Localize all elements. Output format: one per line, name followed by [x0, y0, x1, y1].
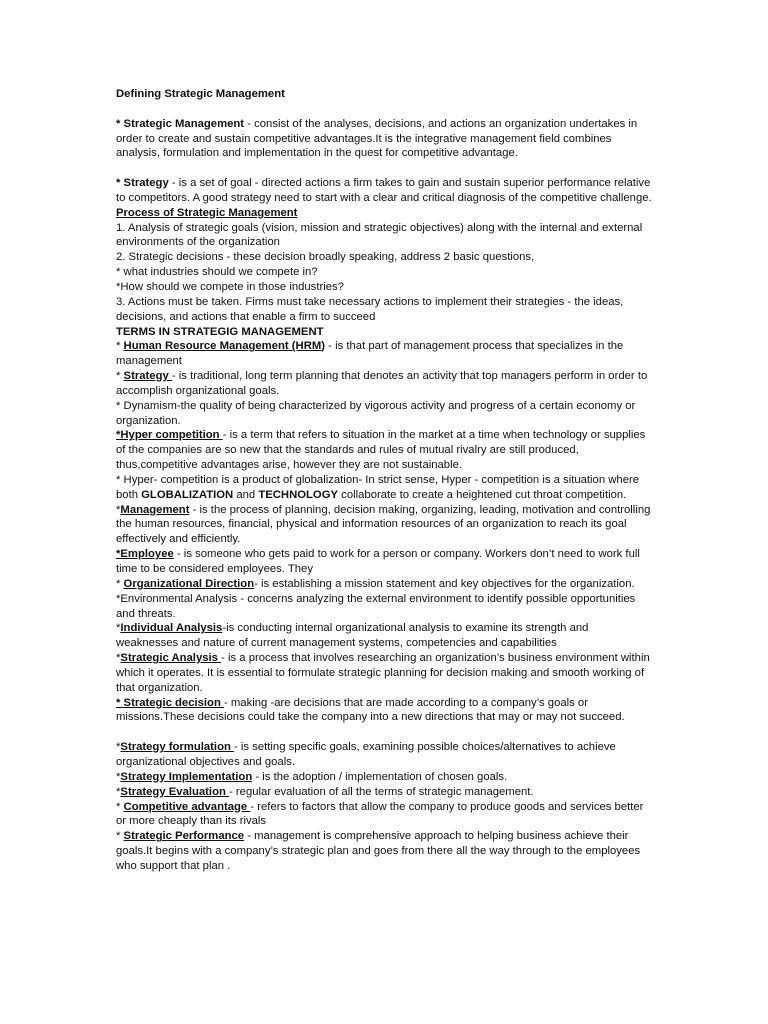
process-question-2: *How should we compete in those industries? [116, 280, 344, 293]
bullet: * [116, 622, 121, 635]
definition-text: - regular evaluation of all the terms of strategic management. [229, 785, 534, 798]
spacer [116, 102, 652, 117]
term-label: Individual Analysis [120, 622, 223, 635]
definition-strategic-management [116, 117, 652, 162]
term-label: *Hyper competition [116, 429, 223, 442]
definition-text: - is a process that involves researching an organization’s business environment within which it operates. It is essential to formulate strategic planning for decision making and smooth working of that organization. [116, 652, 650, 694]
bullet: * [116, 741, 121, 754]
term-environmental-analysis: *Environmental Analysis - concerns analyzing the external environment to identify possible opportunities and threats. [116, 592, 636, 620]
definition-text: * Hyper- competition is a product of globalization- In strict sense, Hyper - competition is a situation where both [116, 473, 640, 501]
term-label: Strategy Implementation [120, 770, 253, 783]
terms-heading: TERMS IN STRATEGIG MANAGEMENT [116, 325, 324, 338]
document-title: Defining Strategic Management [116, 88, 285, 100]
term-label: Strategy formulation [120, 741, 235, 754]
bullet: * [116, 340, 124, 353]
term-label: Organizational Direction [123, 577, 255, 590]
document-body [116, 87, 652, 874]
spacer [116, 161, 652, 176]
term-hrm [116, 339, 652, 369]
definition-text: - is establishing a mission statement and key objectives for the organization. [254, 577, 635, 590]
term-label: Strategic Analysis [120, 652, 222, 665]
term-individual-analysis [116, 621, 652, 651]
definition-text: - management is comprehensive approach to helping business achieve their goals.It begins with a company’s strategic plan and goes from there all the way through to the employees who support that plan . [116, 830, 641, 872]
definition-text: - is a term that refers to situation in the market at a time when technology or supplies of the companies are so new that the standards and rules of mutual rivalry are still produced, thus,competitive advantages arise, however they are not sustainable. [116, 429, 646, 472]
definition-text: - is the adoption / implementation of chosen goals. [252, 770, 508, 783]
definition-text: - making -are decisions that are made according to a company’s goals or missions.These decisions could take the company into a new directions that may or may not succeed. [116, 696, 625, 724]
process-item-1: 1. Analysis of strategic goals (vision, mission and strategic objectives) along with the internal and external environments of the organization [116, 221, 643, 249]
bullet: * [116, 577, 124, 590]
process-heading: Process of Strategic Management [116, 206, 298, 219]
term-label: Strategy [123, 370, 172, 383]
process-item-2: 2. Strategic decisions - these decision broadly speaking, address 2 basic questions, [116, 251, 535, 264]
term-label: Management [120, 503, 190, 516]
bullet: * [116, 370, 124, 383]
keyword-globalization: GLOBALIZATION [141, 488, 234, 501]
term-label: Competitive advantage [123, 800, 251, 813]
keyword-technology: TECHNOLOGY [258, 488, 339, 501]
term-strategy-implementation [116, 770, 652, 785]
definition-text: - is setting specific goals, examining possible choices/alternatives to achieve organizational objectives and goals. [116, 741, 616, 768]
definition-text: - is that part of management process that specializes in the management [116, 340, 624, 368]
term-strategy [116, 369, 652, 399]
term-competitive-advantage [116, 800, 652, 830]
definition-text: - is traditional, long term planning that denotes an activity that top managers perform in order to accomplish organizational goals. [116, 370, 648, 397]
bullet: * [116, 785, 121, 798]
term-strategy-evaluation [116, 785, 652, 800]
process-item-3: 3. Actions must be taken. Firms must take necessary actions to implement their strategies - the ideas, decisions, and actions that enable a firm to succeed [116, 295, 624, 323]
definition-text: - consist of the analyses, decisions, and actions an organization undertakes in order to create and sustain competitive advantages.It is the integrative management field combines analysis, formulation and implementation in the quest for competitive advantage. [116, 117, 638, 160]
term-label: Human Resource Management (HRM [123, 340, 322, 353]
definition-text: - refers to factors that allow the company to produce goods and services better or more cheaply than its rivals [116, 800, 644, 828]
term-strategic-performance [116, 829, 652, 874]
bullet: * [116, 830, 124, 843]
term-label: Strategic Performance [123, 830, 245, 843]
term-suffix: ) [321, 340, 326, 353]
term-label: Strategy Evaluation [120, 785, 230, 798]
term-dynamism: * Dynamism-the quality of being characterized by vigorous activity and progress of a certain economy or organization. [116, 399, 636, 427]
term-hyper-competition-detail [116, 473, 652, 503]
term-strategic-analysis [116, 651, 652, 696]
process-question-1: * what industries should we compete in? [116, 266, 318, 279]
term-strategic-decision [116, 696, 652, 726]
definition-text: - is the process of planning, decision making, organizing, leading, motivation and controlling the human resources, financial, physical and information resources of an organization to reach its goal effectively and efficiently. [116, 503, 651, 546]
definition-text: - is a set of goal - directed actions a firm takes to gain and sustain superior performance relative to competitors. A good strategy need to start with a clear and critical diagnosis of the competitive challenge. [116, 177, 652, 204]
term-hyper-competition [116, 428, 652, 473]
spacer [116, 725, 652, 740]
definition-text: -is conducting internal organizational analysis to examine its strength and weaknesses and nature of current management systems, competencies and capabilities [116, 622, 589, 650]
term-label: *Employee [116, 548, 174, 561]
bullet: * [116, 652, 121, 665]
definition-strategy [116, 176, 652, 206]
term-label: * Strategic Management [116, 117, 245, 130]
bullet: * [116, 770, 121, 783]
term-label: * Strategy [116, 177, 169, 190]
definition-text: collaborate to create a heightened cut throat competition. [338, 488, 627, 501]
term-strategy-formulation [116, 740, 652, 770]
bullet: * [116, 503, 121, 516]
term-management [116, 503, 652, 548]
term-label: * Strategic decision [116, 696, 224, 709]
term-organizational-direction [116, 577, 652, 592]
definition-text: - is someone who gets paid to work for a person or company. Workers don’t need to work full time to be considered employees. They [116, 548, 640, 575]
bullet: * [116, 800, 124, 813]
definition-text: and [233, 488, 259, 501]
term-employee [116, 547, 652, 577]
